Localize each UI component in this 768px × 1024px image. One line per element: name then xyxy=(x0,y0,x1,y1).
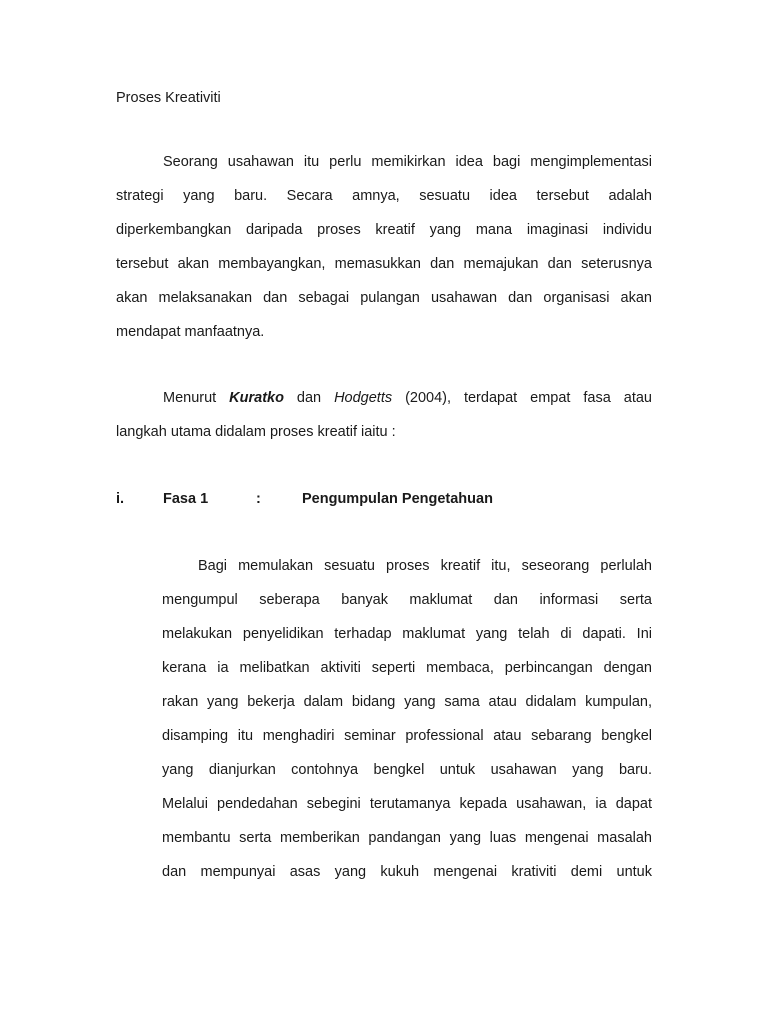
paragraph-line: Bagi memulakan sesuatu proses kreatif itu, seseorang perlulah xyxy=(198,558,652,574)
paragraph-line: langkah utama didalam proses kreatif iaitu : xyxy=(116,424,396,440)
paragraph-line: dan mempunyai asas yang kukuh mengenai krativiti demi untuk xyxy=(162,864,652,880)
paragraph-phase-1 xyxy=(162,549,652,889)
paragraph-line: Seorang usahawan itu perlu memikirkan idea bagi mengimplementasi xyxy=(163,154,652,170)
author-hodgetts: Hodgetts xyxy=(334,390,393,406)
paragraph-line: mendapat manfaatnya. xyxy=(116,324,265,340)
paragraph-intro xyxy=(116,145,652,349)
paragraph-line: rakan yang bekerja dalam bidang yang sama atau didalam kumpulan, xyxy=(162,694,652,710)
paragraph-line: tersebut akan membayangkan, memasukkan dan memajukan dan seterusnya xyxy=(116,256,652,272)
section-heading xyxy=(116,482,652,516)
paragraph-line: akan melaksanakan dan sebagai pulangan usahawan dan organisasi akan xyxy=(116,290,652,306)
document-title: Proses Kreativiti xyxy=(116,90,221,106)
paragraph-line: yang dianjurkan contohnya bengkel untuk usahawan yang baru. xyxy=(162,762,652,778)
section-title: Pengumpulan Pengetahuan xyxy=(302,491,493,507)
section-number: i. xyxy=(116,491,125,507)
section-colon: : xyxy=(256,491,261,507)
paragraph-line: diperkembangkan daripada proses kreatif yang mana imaginasi individu xyxy=(116,222,652,238)
paragraph-line: membantu serta memberikan pandangan yang luas mengenai masalah xyxy=(162,830,652,846)
author-kuratko: Kuratko xyxy=(229,390,284,406)
paragraph-citation xyxy=(116,381,652,449)
paragraph-line: Menurut Kuratko dan Hodgetts (2004), terdapat empat fasa atau xyxy=(163,390,652,406)
paragraph-line: disamping itu menghadiri seminar professional atau sebarang bengkel xyxy=(162,728,652,744)
section-phase: Fasa 1 xyxy=(163,491,209,507)
paragraph-line: melakukan penyelidikan terhadap maklumat yang telah di dapati. Ini xyxy=(162,626,652,642)
paragraph-line: mengumpul seberapa banyak maklumat dan informasi serta xyxy=(162,592,652,608)
paragraph-line: Melalui pendedahan sebegini terutamanya kepada usahawan, ia dapat xyxy=(162,796,652,812)
paragraph-line: strategi yang baru. Secara amnya, sesuatu idea tersebut adalah xyxy=(116,188,652,204)
paragraph-line: kerana ia melibatkan aktiviti seperti membaca, perbincangan dengan xyxy=(162,660,652,676)
